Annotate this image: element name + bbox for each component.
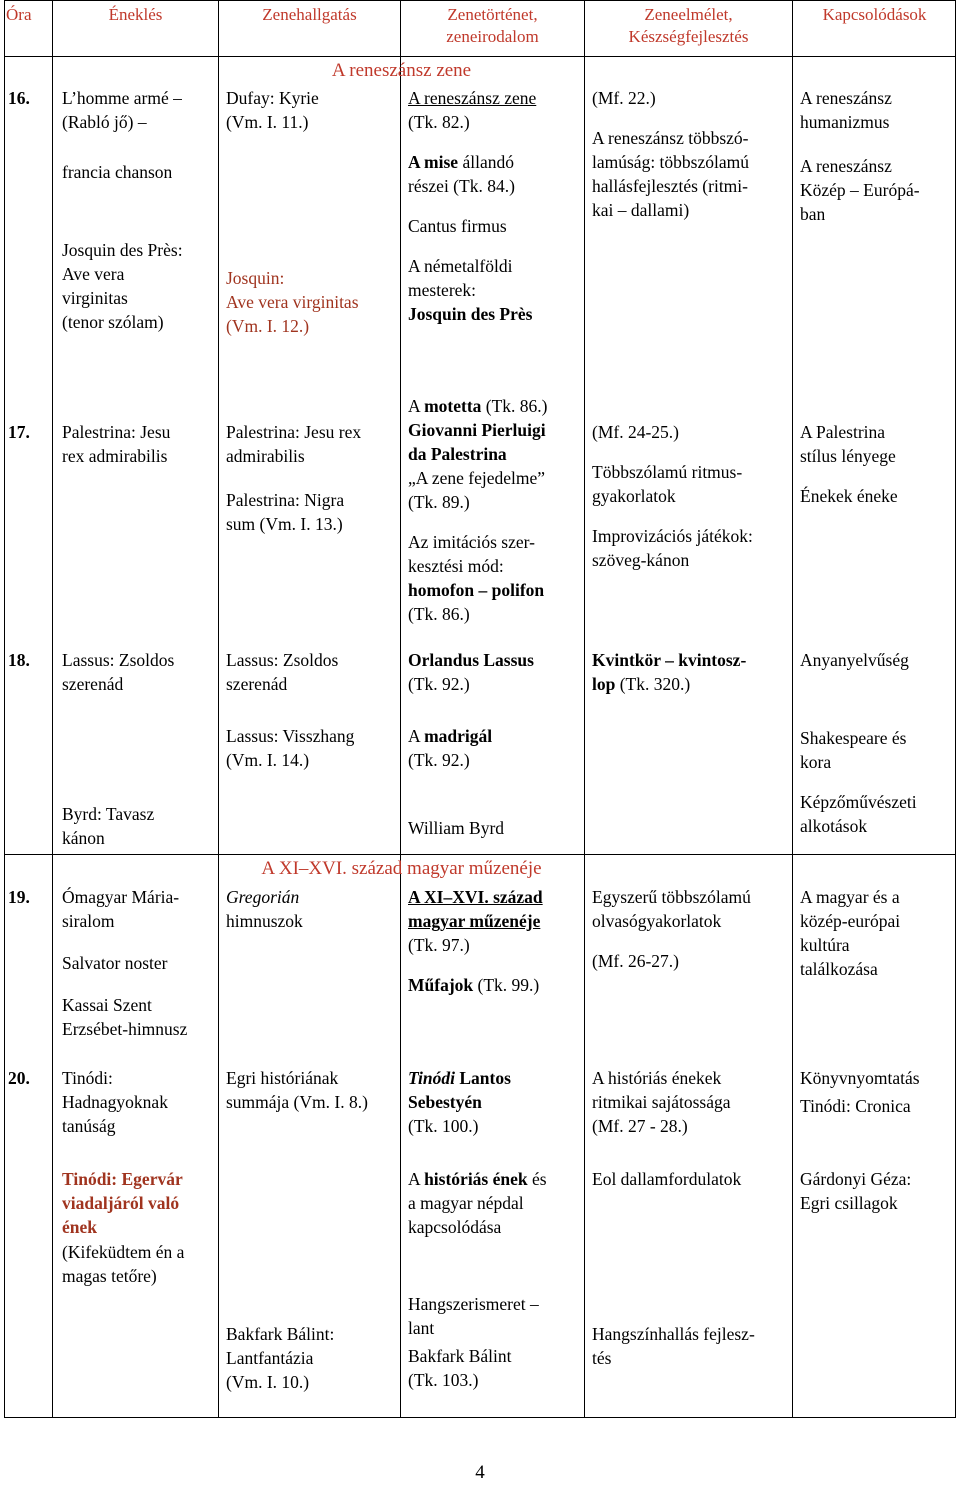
column-divider <box>218 0 219 1418</box>
history-16: A reneszánsz zene (Tk. 82.) A mise állandó részei (Tk. 84.) Cantus firmus A németalföldi mesterek: Josquin des Près <box>408 88 537 324</box>
column-divider <box>52 0 53 1418</box>
singing-17: Palestrina: Jesu rex admirabilis <box>62 422 171 466</box>
lesson-number: 16. <box>8 88 30 108</box>
singing-16: L’homme armé – (Rabló jő) – francia chanson Josquin des Près: Ave vera virginitas (tenor szólam) <box>62 88 183 332</box>
theory-18: Kvintkör – kvintosz- lop (Tk. 320.) <box>592 650 747 694</box>
listening-20-bakfark: Bakfark Bálint: Lantfantázia (Vm. I. 10.) <box>226 1324 335 1392</box>
lesson-number: 17. <box>8 422 30 442</box>
header-divider <box>4 56 956 57</box>
header-zenehallgatas: Zenehallgatás <box>262 5 357 24</box>
header-ora: Óra <box>6 5 32 24</box>
lesson-number: 18. <box>8 650 30 670</box>
links-20: Könyvnyomtatás Tinódi: Cronica <box>800 1068 920 1116</box>
history-19: A XI–XVI. század magyar műzenéje (Tk. 97.) Műfajok (Tk. 99.) <box>408 887 543 995</box>
listening-16-josquin: Josquin: Ave vera virginitas (Vm. I. 12.) <box>226 268 359 336</box>
theory-17: (Mf. 24-25.) Többszólamú ritmus- gyakorlatok Improvizációs játékok: szöveg-kánon <box>592 422 753 570</box>
page-number: 4 <box>475 1462 485 1483</box>
lesson-number: 20. <box>8 1068 30 1088</box>
links-17: A Palestrina stílus lényege Énekek éneke <box>800 422 898 506</box>
header-zeneelmelet: Zeneelmélet, Készségfejlesztés <box>628 5 749 46</box>
singing-20-note: (Kifeküdtem én a magas tetőre) <box>62 1242 185 1286</box>
header-zenetortenet: Zenetörténet, zeneirodalom <box>446 5 539 46</box>
listening-17: Palestrina: Jesu rex admirabilis Palestrina: Nigra sum (Vm. I. 13.) <box>226 422 362 534</box>
listening-16: Dufay: Kyrie (Vm. I. 11.) <box>226 88 319 132</box>
row-divider <box>4 1417 956 1418</box>
column-divider <box>400 0 401 1418</box>
links-19: A magyar és a közép-európai kultúra találkozása <box>800 887 901 979</box>
singing-20: Tinódi: Hadnagyoknak tanúság <box>62 1068 168 1136</box>
singing-20-egervar: Tinódi: Egervár viadaljáról való ének <box>62 1169 183 1237</box>
history-20-lant: Hangszerismeret – lant Bakfark Bálint (Tk. 103.) <box>408 1294 539 1390</box>
history-20-historias: A históriás ének és a magyar népdal kapcsolódása <box>408 1169 547 1237</box>
links-20-gardonyi: Gárdonyi Géza: Egri csillagok <box>800 1169 912 1213</box>
lesson-number: 19. <box>8 887 30 907</box>
header-kapcsolodasok: Kapcsolódások <box>822 5 927 24</box>
theory-20-hangszin: Hangszínhallás fejlesz- tés <box>592 1324 755 1368</box>
singing-19: Ómagyar Mária- siralom Salvator noster Kassai Szent Erzsébet-himnusz <box>62 887 188 1039</box>
singing-18: Lassus: Zsoldos szerenád <box>62 650 175 694</box>
theory-20-eol: Eol dallamfordulatok <box>592 1169 742 1189</box>
theory-16: (Mf. 22.) A reneszánsz többszó- lamúság: többszólamú hallásfejlesztés (ritmi- kai – dallami) <box>592 88 749 220</box>
history-20: Tinódi Lantos Sebestyén (Tk. 100.) <box>408 1068 511 1136</box>
links-18: Anyanyelvűség Shakespeare és kora Képzőművészeti alkotások <box>800 650 917 836</box>
listening-18: Lassus: Zsoldos szerenád Lassus: Visszhang (Vm. I. 14.) <box>226 650 355 770</box>
header-ekes: Éneklés <box>108 5 163 24</box>
history-17: A motetta (Tk. 86.) Giovanni Pierluigi da Palestrina „A zene fejedelme” (Tk. 89.) Az imitációs szer- kesztési mód: homofon – polifon (Tk. 86.) <box>408 396 548 624</box>
section-title-hungarian: A XI–XVI. század magyar műzenéje <box>261 858 542 879</box>
singing-18-byrd: Byrd: Tavasz kánon <box>62 804 155 848</box>
listening-20: Egri históriának summája (Vm. I. 8.) <box>226 1068 368 1112</box>
listening-19: Gregorián himnuszok <box>226 887 303 931</box>
column-divider <box>584 0 585 1418</box>
row-divider <box>4 854 956 855</box>
history-18: Orlandus Lassus (Tk. 92.) A madrigál (Tk. 92.) William Byrd <box>408 650 534 838</box>
theory-20: A históriás énekek ritmikai sajátossága (Mf. 27 - 28.) <box>592 1068 731 1136</box>
theory-19: Egyszerű többszólamú olvasógyakorlatok (Mf. 26-27.) <box>592 887 751 971</box>
section-title-renaissance: A reneszánsz zene <box>331 60 472 81</box>
links-16: A reneszánsz humanizmus A reneszánsz Közép – Európá- ban <box>800 88 920 224</box>
column-divider <box>792 0 793 1418</box>
